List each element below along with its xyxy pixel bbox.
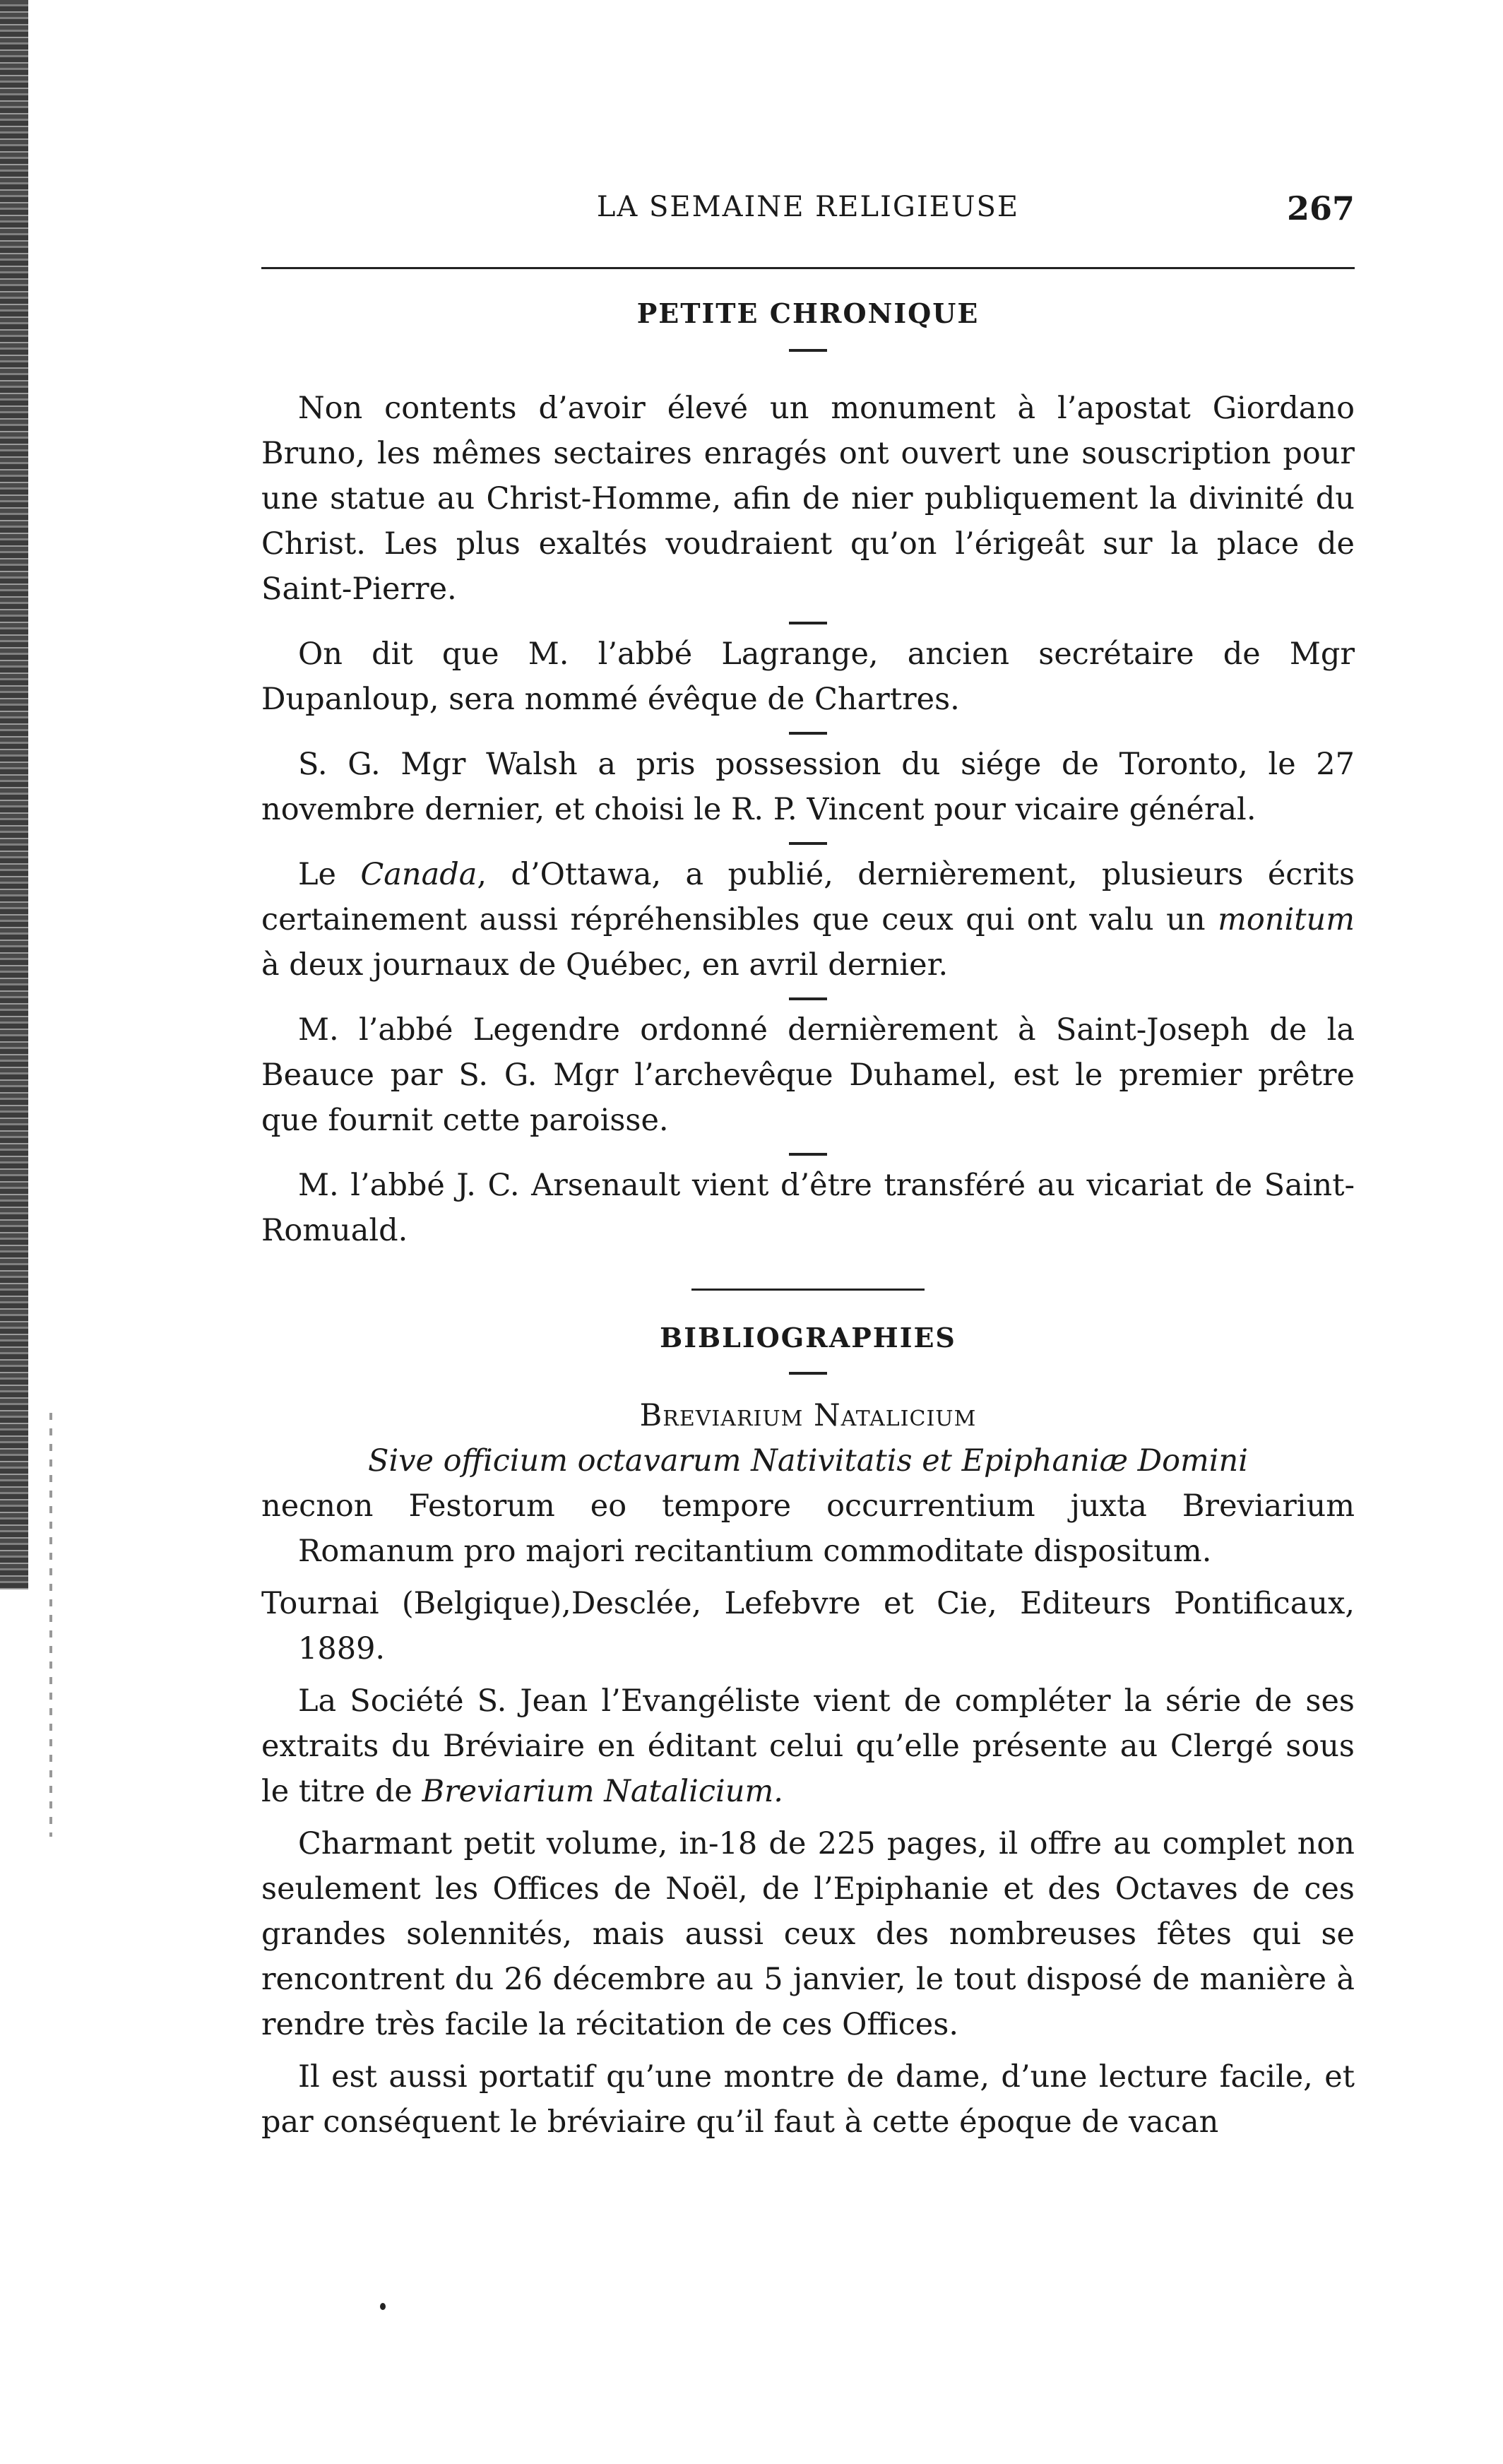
book-publisher: Tournai (Belgique),Desclée, Lefebvre et Cie, Editeurs Pontificaux, 1889. bbox=[261, 1586, 1355, 1666]
book-subtitle: Sive officium octavarum Nativitatis et Epiphaniæ Domini bbox=[367, 1443, 1248, 1479]
biblio-paragraph bbox=[261, 1678, 1355, 1814]
page-number: 267 bbox=[1286, 189, 1355, 227]
italic-word: monitum bbox=[1218, 902, 1355, 937]
text-fragment: à deux journaux de Québec, en avril dernier. bbox=[261, 947, 949, 983]
biblio-paragraph: Il est aussi portatif qu’une montre de dame, d’une lecture facile, et par conséquent le bréviaire qu’il faut à cette époque de vacan bbox=[261, 2059, 1355, 2140]
scan-edge-artifact bbox=[0, 0, 28, 1589]
section-title-bibliographies: BIBLIOGRAPHIES bbox=[660, 1322, 956, 1354]
chronique-paragraph-canada bbox=[261, 852, 1355, 988]
scan-margin-marks bbox=[49, 1413, 52, 1837]
page-header bbox=[261, 191, 1355, 236]
text-fragment: Le bbox=[298, 857, 361, 892]
chronique-paragraph: S. G. Mgr Walsh a pris possession du siége de Toronto, le 27 novembre dernier, et choisi le R. P. Vincent pour vicaire général. bbox=[261, 747, 1355, 827]
book-title: Breviarium Natalicium bbox=[639, 1398, 977, 1433]
section-title-chronique: PETITE CHRONIQUE bbox=[636, 297, 980, 329]
biblio-paragraph: Charmant petit volume, in-18 de 225 pages, il offre au complet non seulement les Offices de Noël, de l’Epiphanie et des Octaves de ces grandes solennités, mais aussi ceux des nombreuses fêtes qui se rencontrent du 26 décembre au 5 janvier, le tout disposé de manière à rendre très facile la récitation de ces Offices. bbox=[261, 1826, 1355, 2042]
text-fragment: , d’Ottawa, a publié, dernièrement, plusieurs écrits certainement aussi répréhensibles que ceux qui ont valu un bbox=[261, 857, 1355, 937]
italic-newspaper-name: Canada bbox=[360, 857, 477, 892]
italic-book-title: Breviarium Natalicium. bbox=[422, 1774, 783, 1809]
stray-ink-mark bbox=[380, 2303, 386, 2310]
chronique-paragraph: Non contents d’avoir élevé un monument à l’apostat Giordano Bruno, les mêmes sectaires enragés ont ouvert une souscription pour une statue au Christ-Homme, afin de nier publiquement la divinité du Christ. Les plus exaltés voudraient qu’on l’érigeât sur la place de Saint-Pierre. bbox=[261, 391, 1355, 607]
running-title: LA SEMAINE RELIGIEUSE bbox=[596, 191, 1020, 223]
text-fragment: La Société S. Jean l’Evangéliste vient de compléter la série de ses extraits du Bréviaire en éditant celui qu’elle présente au Clergé sous le titre de bbox=[261, 1683, 1355, 1809]
chronique-paragraph: M. l’abbé Legendre ordonné dernièrement à Saint-Joseph de la Beauce par S. G. Mgr l’archevêque Duhamel, est le premier prêtre que fournit cette paroisse. bbox=[261, 1012, 1355, 1138]
page bbox=[261, 191, 1355, 2145]
book-description: necnon Festorum eo tempore occurrentium juxta Breviarium Romanum pro majori recitantium commoditate dispositum. bbox=[261, 1488, 1355, 1569]
chronique-paragraph: M. l’abbé J. C. Arsenault vient d’être transféré au vicariat de Saint-Romuald. bbox=[261, 1168, 1355, 1248]
chronique-paragraph: On dit que M. l’abbé Lagrange, ancien secrétaire de Mgr Dupanloup, sera nommé évêque de Chartres. bbox=[261, 636, 1355, 717]
